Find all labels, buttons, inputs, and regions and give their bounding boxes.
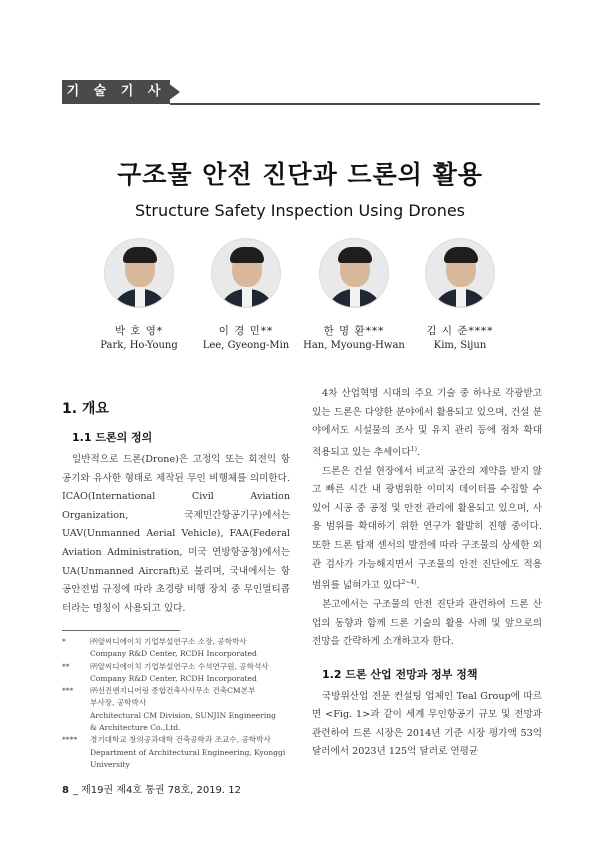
paragraph-industry-trend: 4차 산업혁명 시대의 주요 기술 중 하나로 각광받고 있는 드론은 다양한 분야에서 활용되고 있으며, 건설 분야에서도 시설물의 조사 및 유지 관리 등에 점차 확대 적용되고 있는 추세이다$^{1)}$.	[312, 388, 542, 458]
author-1	[79, 238, 199, 351]
section-label: 기 술 기 사	[66, 84, 166, 99]
page-number: 8	[62, 785, 69, 796]
author-3	[294, 238, 414, 351]
paragraph-market-outlook: 국방위산업 전문 컨설팅 업체인 Teal Group에 따르면 <Fig. 1>과 같이 세계 무인항공기 규모 및 전망과 관련하여 드론 시장은 2014년 기준 시장 평가액 53억 달러에서 2023년 125억 달러로 연평균	[312, 690, 542, 758]
author-photo	[319, 238, 389, 308]
author-4	[400, 238, 520, 351]
page-footer	[62, 781, 241, 796]
article-title-english: Structure Safety Inspection Using Drones	[134, 201, 466, 220]
footnote: *** ㈜선진엔지니어링 종합건축사사무소 건축CM본부 부사장, 공학박사 Architectural CM Division, SUNJIN Engineering & Architecture Co.,Ltd.	[62, 686, 277, 733]
author-2	[186, 238, 306, 351]
right-column	[312, 385, 542, 762]
author-name-english: Kim, Sijun	[433, 340, 487, 351]
author-photo	[425, 238, 495, 308]
author-name-korean: 박 호 영*	[114, 325, 164, 337]
section-tab-notch	[164, 80, 180, 104]
author-name-english: Park, Ho-Young	[100, 340, 178, 351]
footnote: * ㈜알씨디에이치 기업부설연구소 소장, 공학박사 Company R&D Center, RCDH Incorporated	[62, 637, 257, 659]
section-tab	[62, 80, 170, 104]
left-column	[62, 398, 290, 618]
article-title-korean: 구조물 안전 진단과 드론의 활용	[117, 160, 483, 189]
author-name-english: Han, Myoung-Hwan	[303, 340, 405, 351]
footnotes	[62, 636, 292, 771]
subsection-heading-1-2: 1.2 드론 산업 전망과 정부 정책	[322, 667, 478, 681]
subsection-heading-1-1: 1.1 드론의 정의	[72, 431, 153, 444]
author-name-korean: 한 명 환***	[323, 325, 385, 337]
author-photo	[104, 238, 174, 308]
paragraph-drone-definition: 일반적으로 드론(Drone)은 고정익 또는 회전익 항공기와 유사한 형태로 제작된 무인 비행체를 의미한다. ICAO(International Civil Aviation Organization, 국제민간항공기구)에서는 UAV(Unmanned Aerial Vehicle), FAA(Federal Aviation Administration, 미국 연방항공청)에서는 UA(Unmanned Aircraft)로 불리며, 국내에서는 항공안전법 규정에 따라 초경량 비행 장치 중 무인멀티콥터라는 명칭이 사용되고 있다.	[62, 454, 290, 614]
author-name-korean: 김 시 준****	[426, 325, 494, 337]
paragraph-purpose: 본고에서는 구조물의 안전 진단과 관련하여 드론 산업의 동향과 함께 드론 기술의 활용 사례 및 앞으로의 전망을 간략하게 소개하고자 한다.	[312, 598, 542, 648]
author-photo	[211, 238, 281, 308]
author-name-english: Lee, Gyeong-Min	[202, 340, 290, 351]
author-name-korean: 이 경 민**	[218, 325, 274, 337]
journal-issue: _ 제19권 제4호 통권 78호, 2019. 12	[72, 785, 242, 796]
section-rule	[170, 103, 540, 105]
footnote: **** 경기대학교 창의공과대학 건축공학과 조교수, 공학박사 Department of Architectural Engineering, Kyonggi University	[62, 735, 286, 769]
paragraph-construction-use: 드론은 건설 현장에서 비교적 공간의 제약을 받지 않고 빠른 시간 내 광범위한 이미지 데이터를 수집할 수 있어 시공 중 공정 및 안전 관리에 활용되고 있으며, 사용 범위를 확대하기 위한 연구가 활발히 진행 중이다. 또한 드론 탑재 센서의 발전에 따라 구조물의 상세한 외관 검사가 가능해지면서 구조물의 안전 진단에도 적용 범위를 넓혀가고 있다$^{2\sim 4)}$.	[312, 465, 542, 592]
footnote: ** ㈜알씨디에이치 기업부설연구소 수석연구원, 공학석사 Company R&D Center, RCDH Incorporated	[62, 661, 269, 683]
footnote-rule	[62, 630, 180, 631]
section-heading-1: 1. 개요	[62, 401, 109, 417]
